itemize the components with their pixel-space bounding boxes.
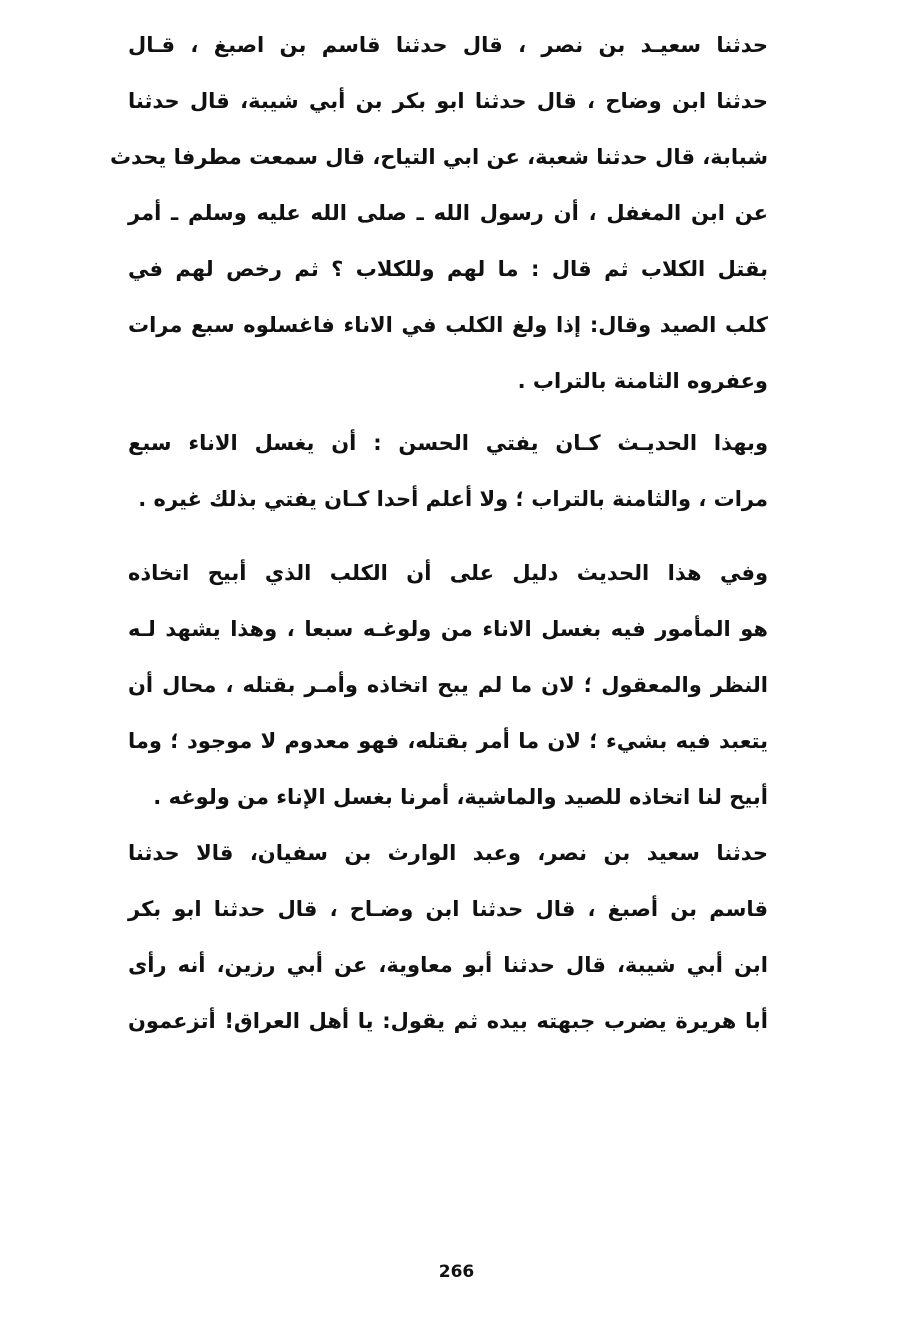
text-line: ابن أبي شيبة، قال حدثنا أبو معاوية، عن أبي رزين، أنه رأى [128,953,768,977]
text-line: أبيح لنا اتخاذه للصيد والماشية، أمرنا بغسل الإناء من ولوغه . [153,785,768,809]
text-line: يتعبد فيه بشيء ؛ لان ما أمر بقتله، فهو معدوم لا موجود ؛ وما [128,729,768,753]
text-line: مرات ، والثامنة بالتراب ؛ ولا أعلم أحدا كـان يفتي بذلك غيره . [138,487,768,511]
text-line: كلب الصيد وقال: إذا ولغ الكلب في الاناء فاغسلوه سبع مرات [128,313,768,337]
text-line: أبا هريرة يضرب جبهته بيده ثم يقول: يا أهل العراق! أتزعمون [128,1009,768,1033]
text-line: بقتل الكلاب ثم قال : ما لهم وللكلاب ؟ ثم رخص لهم في [128,257,768,281]
text-line: حدثنا سعيد بن نصر، وعبد الوارث بن سفيان، قالا حدثنا [128,841,768,865]
paragraph-2 [128,415,768,527]
page-number: 266 [438,1262,475,1282]
text-line: عن ابن المغفل ، أن رسول الله ـ صلى الله عليه وسلم ـ أمر [128,201,768,225]
paragraph-4 [128,825,768,1049]
text-line: حدثنا ابن وضاح ، قال حدثنا ابو بكر بن أبي شيبة، قال حدثنا [128,89,768,113]
text-line: وعفروه الثامنة بالتراب . [517,369,768,393]
paragraph-3 [128,545,768,825]
text-line: النظر والمعقول ؛ لان ما لم يبح اتخاذه وأمـر بقتله ، محال أن [128,673,768,697]
text-line: وبهذا الحديـث كـان يفتي الحسن : أن يغسل الاناء سبع [128,431,768,455]
paragraph-1 [110,17,768,409]
text-line: قاسم بن أصبغ ، قال حدثنا ابن وضـاح ، قال حدثنا ابو بكر [128,897,768,921]
text-line: هو المأمور فيه بغسل الاناء من ولوغـه سبعا ، وهذا يشهد لـه [128,617,768,641]
text-line: حدثنا سعيـد بن نصر ، قال حدثنا قاسم بن اصبغ ، قـال [128,33,768,57]
text-line: وفي هذا الحديث دليل على أن الكلب الذي أبيح اتخاذه [128,561,768,585]
text-line: شبابة، قال حدثنا شعبة، عن ابي التياح، قال سمعت مطرفا يحدث [110,145,768,169]
